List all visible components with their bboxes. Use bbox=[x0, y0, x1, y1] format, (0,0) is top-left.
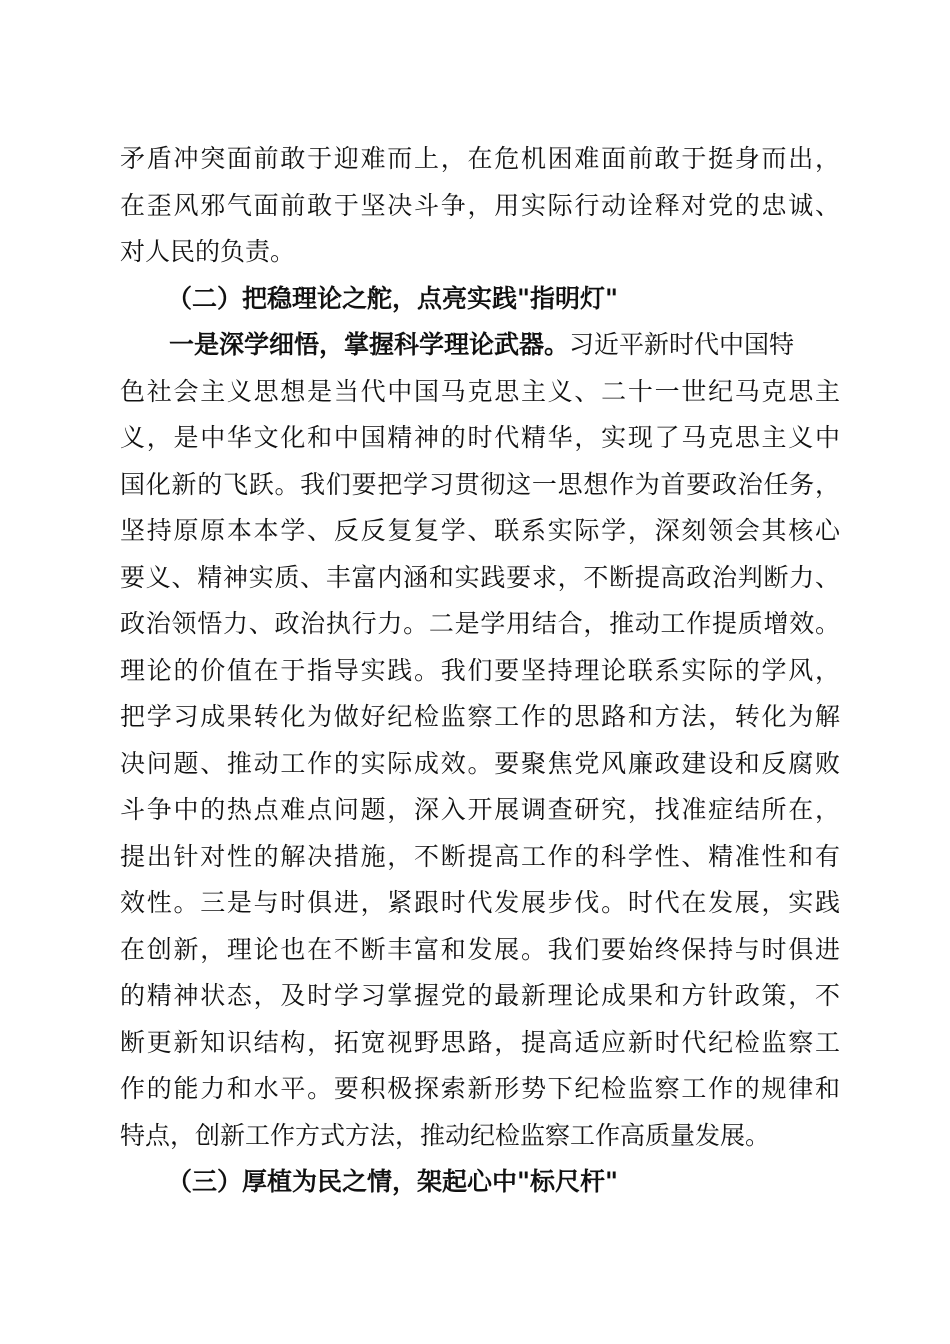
body-line: 断更新知识结构，拓宽视野思路，提高适应新时代纪检监察工 bbox=[120, 1028, 840, 1057]
body-line: 对人民的负责。 bbox=[120, 237, 296, 266]
body-line: 特点，创新工作方式方法，推动纪检监察工作高质量发展。 bbox=[120, 1121, 771, 1150]
body-line: 的精神状态，及时学习掌握党的最新理论成果和方针政策，不 bbox=[120, 981, 840, 1010]
body-line: 要义、精神实质、丰富内涵和实践要求，不断提高政治判断力、 bbox=[120, 563, 840, 592]
paragraph-text: 习近平新时代中国特 bbox=[569, 330, 795, 359]
body-line: 矛盾冲突面前敢于迎难而上，在危机困难面前敢于挺身而出， bbox=[120, 144, 840, 173]
body-line: 政治领悟力、政治执行力。二是学用结合，推动工作提质增效。 bbox=[120, 609, 840, 638]
body-line: 国化新的飞跃。我们要把学习贯彻这一思想作为首要政治任务， bbox=[120, 470, 840, 499]
body-line: 作的能力和水平。要积极探索新形势下纪检监察工作的规律和 bbox=[120, 1074, 840, 1103]
body-line: 坚持原原本本学、反反复复学、联系实际学，深刻领会其核心 bbox=[120, 516, 840, 545]
body-line: 斗争中的热点难点问题，深入开展调查研究，找准症结所在， bbox=[120, 795, 840, 824]
paragraph-lead: 一是深学细悟，掌握科学理论武器。 bbox=[169, 330, 570, 359]
body-line: 在创新，理论也在不断丰富和发展。我们要始终保持与时俱进 bbox=[120, 935, 840, 964]
body-line: 决问题、推动工作的实际成效。要聚焦党风廉政建设和反腐败 bbox=[120, 749, 840, 778]
section-heading-3: （三）厚植为民之情，架起心中"标尺杆" bbox=[167, 1167, 619, 1196]
body-line: 在歪风邪气面前敢于坚决斗争，用实际行动诠释对党的忠诚、 bbox=[120, 191, 840, 220]
body-line: 效性。三是与时俱进，紧跟时代发展步伐。时代在发展，实践 bbox=[120, 888, 840, 917]
body-line: 义，是中华文化和中国精神的时代精华，实现了马克思主义中 bbox=[120, 423, 840, 452]
body-line: 理论的价值在于指导实践。我们要坚持理论联系实际的学风， bbox=[120, 656, 840, 685]
body-line: 提出针对性的解决措施，不断提高工作的科学性、精准性和有 bbox=[120, 842, 840, 871]
body-line: 色社会主义思想是当代中国马克思主义、二十一世纪马克思主 bbox=[120, 377, 840, 406]
body-line bbox=[169, 321, 841, 369]
section-heading-2: （二）把稳理论之舵，点亮实践"指明灯" bbox=[167, 284, 619, 313]
body-line: 把学习成果转化为做好纪检监察工作的思路和方法，转化为解 bbox=[120, 702, 840, 731]
